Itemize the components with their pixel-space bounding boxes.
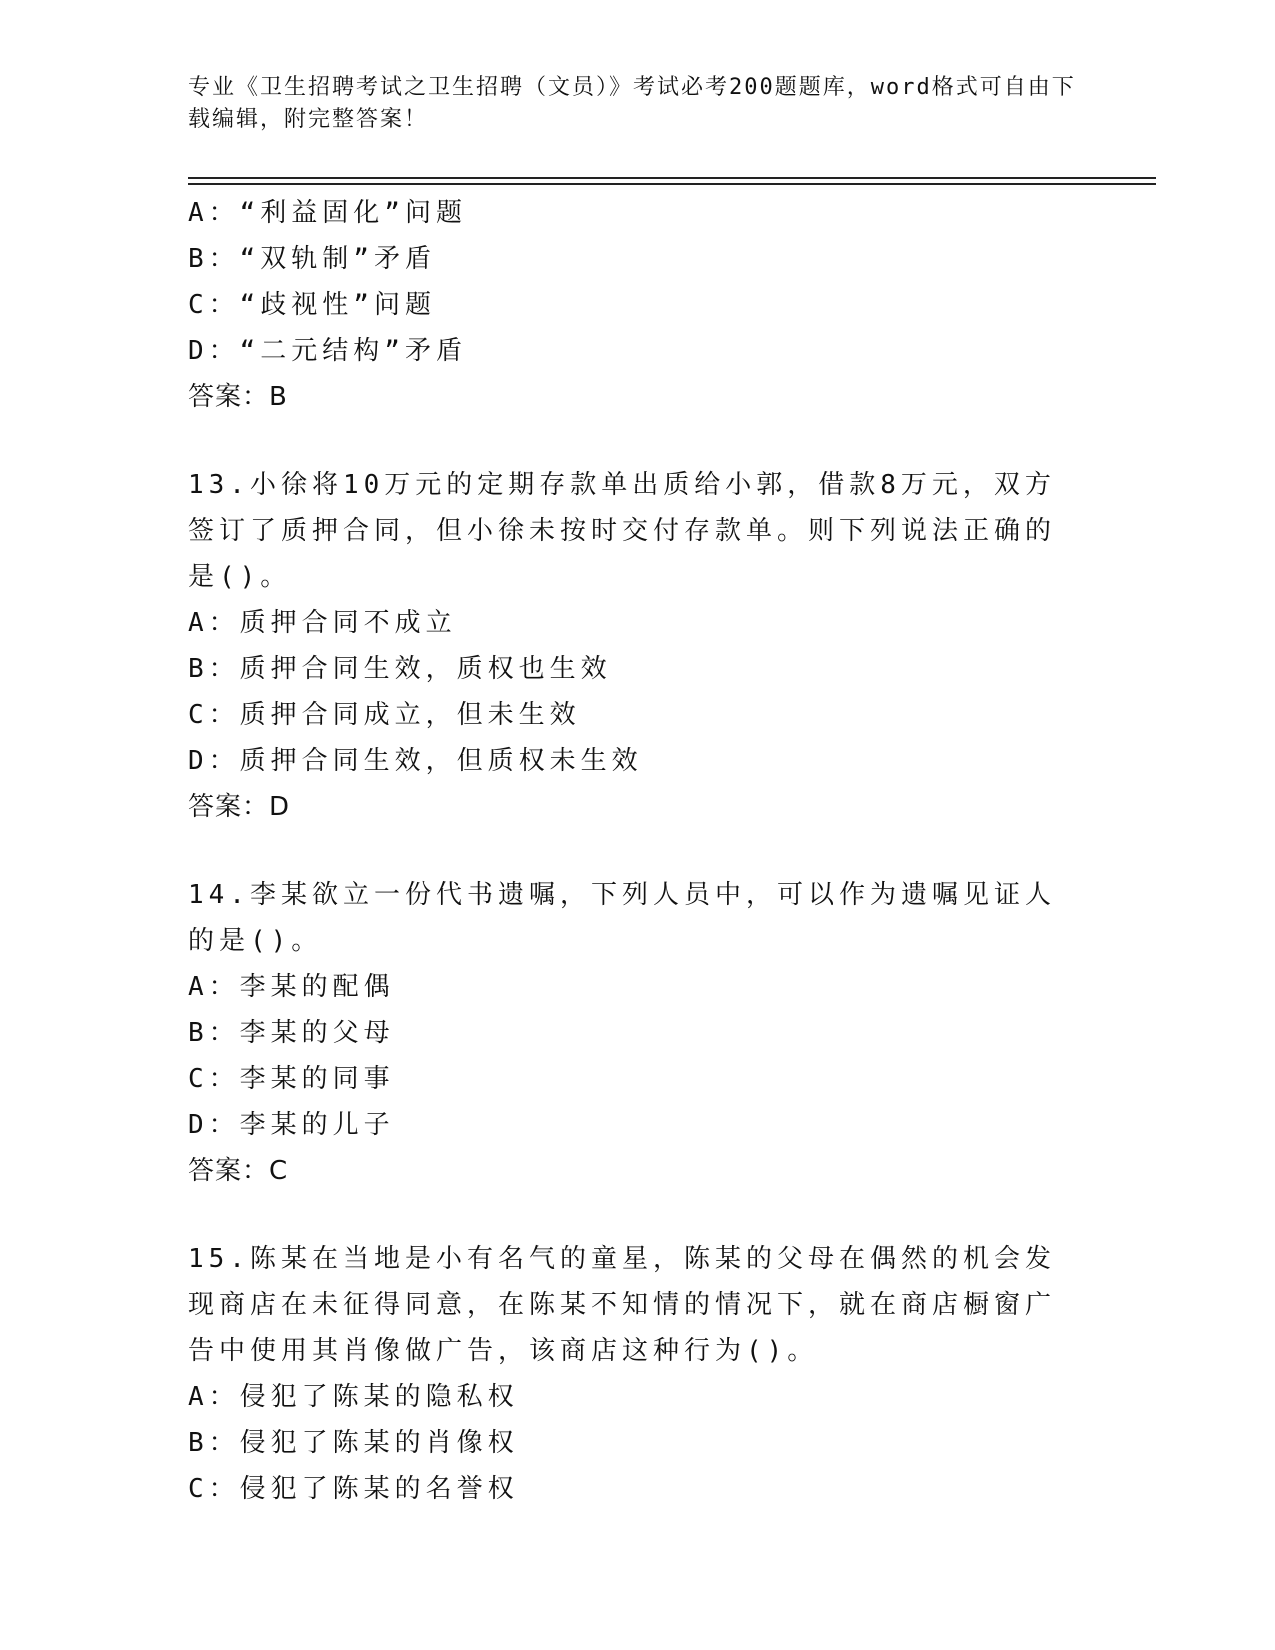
answer: 答案：D — [188, 792, 291, 822]
option-c: C：侵犯了陈某的名誉权 — [188, 1474, 519, 1504]
question-stem: 14.李某欲立一份代书遗嘱，下列人员中，可以作为遗嘱见证人的是()。 — [188, 880, 1056, 956]
question-stem: 15.陈某在当地是小有名气的童星，陈某的父母在偶然的机会发现商店在未征得同意，在陈某不知情的情况下，就在商店橱窗广告中使用其肖像做广告，该商店这种行为()。 — [188, 1244, 1057, 1366]
option-a: A：“利益固化”问题 — [188, 198, 467, 228]
question-15 — [188, 1236, 1088, 1512]
header-divider-bottom — [188, 183, 1156, 185]
option-d: D：“二元结构”矛盾 — [188, 336, 467, 366]
option-a: A：侵犯了陈某的隐私权 — [188, 1382, 519, 1412]
question-list — [188, 190, 1088, 1512]
option-c: C：李某的同事 — [188, 1064, 395, 1094]
header-divider-top — [188, 177, 1156, 179]
option-b: B：李某的父母 — [188, 1018, 395, 1048]
option-b: B：质押合同生效，质权也生效 — [188, 654, 612, 684]
answer: 答案：B — [188, 382, 288, 412]
option-a: A：李某的配偶 — [188, 972, 395, 1002]
answer: 答案：C — [188, 1156, 289, 1186]
question-13 — [188, 462, 1088, 830]
document-header: 专业《卫生招聘考试之卫生招聘（文员）》考试必考200题题库，word格式可自由下载编辑，附完整答案！ — [188, 75, 1076, 132]
option-a: A：质押合同不成立 — [188, 608, 457, 638]
option-d: D：李某的儿子 — [188, 1110, 395, 1140]
option-b: B：侵犯了陈某的肖像权 — [188, 1428, 519, 1458]
option-c: C：“歧视性”问题 — [188, 290, 436, 320]
option-d: D：质押合同生效，但质权未生效 — [188, 746, 643, 776]
question-14 — [188, 872, 1088, 1194]
question-stem: 13.小徐将10万元的定期存款单出质给小郭，借款8万元，双方签订了质押合同，但小徐未按时交付存款单。则下列说法正确的是()。 — [188, 470, 1057, 592]
option-c: C：质押合同成立，但未生效 — [188, 700, 581, 730]
option-b: B：“双轨制”矛盾 — [188, 244, 436, 274]
question-12 — [188, 190, 1088, 420]
